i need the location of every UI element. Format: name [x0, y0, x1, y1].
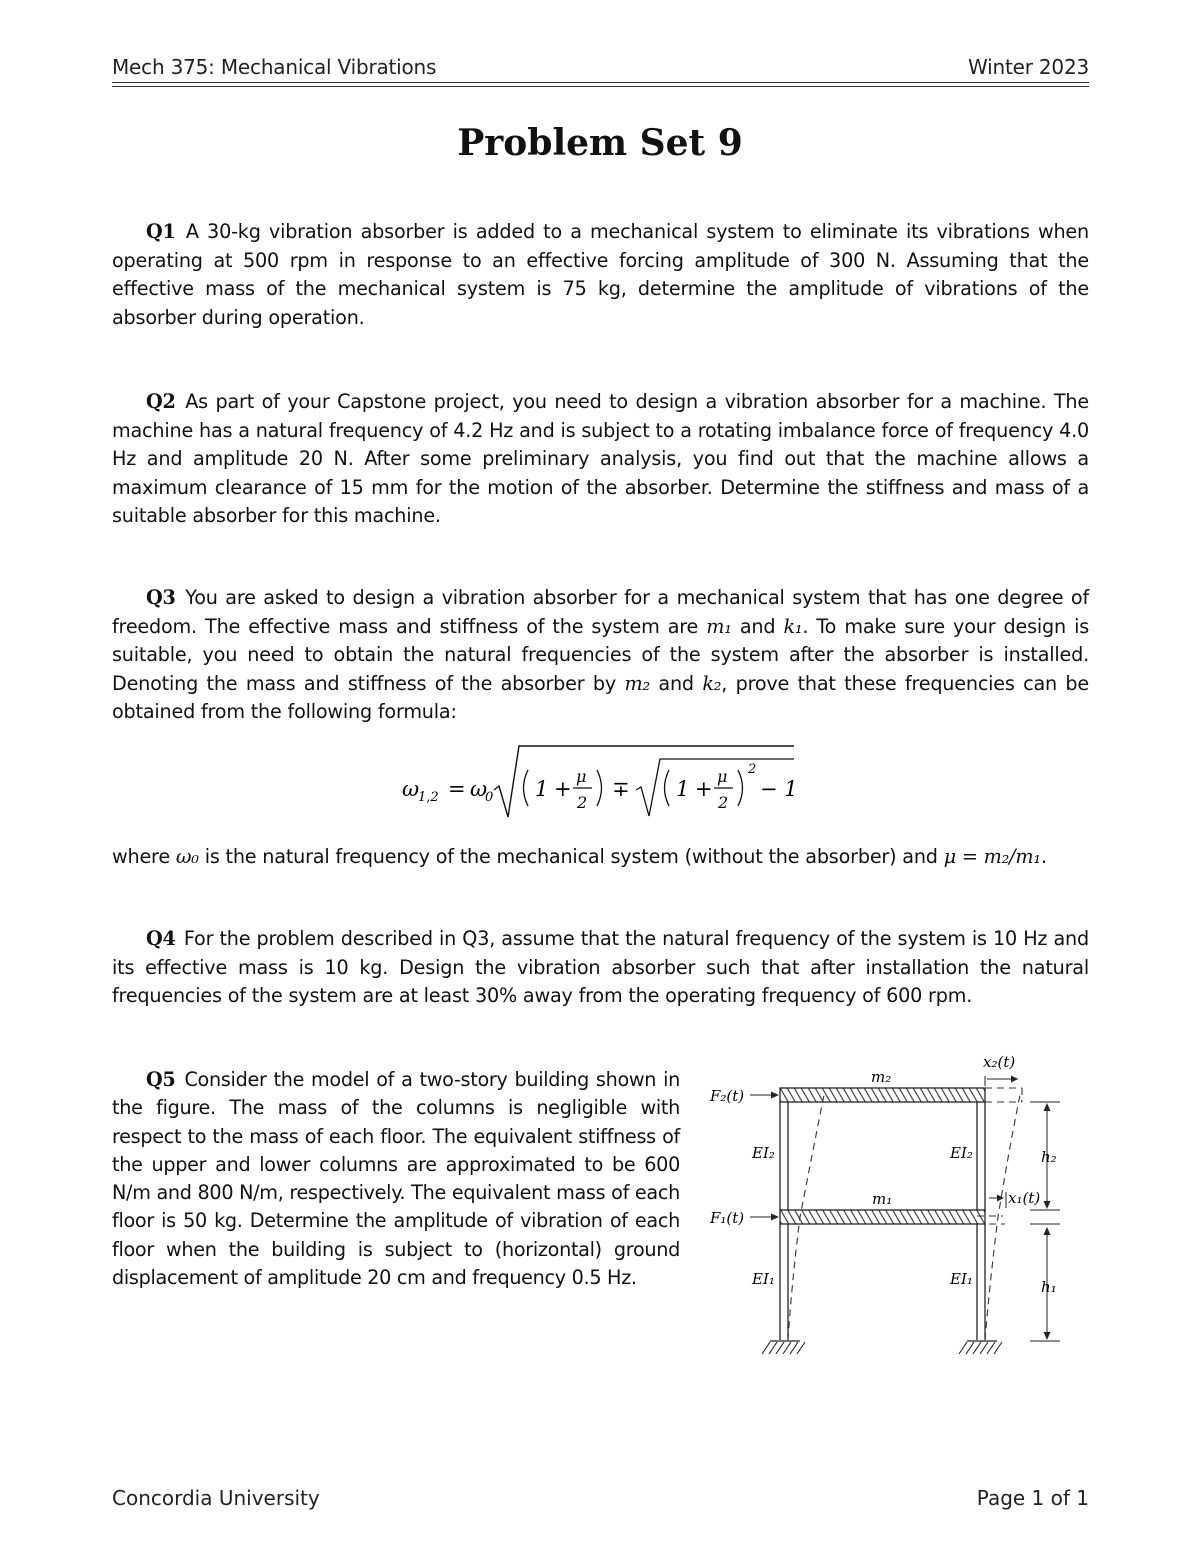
question-2-text: As part of your Capstone project, you need to design a vibration absorber for a machine. The machine has a natural frequency of 4.2 Hz and is subject to a rotating imbalance force of frequency 4.0 Hz and amplitude 20 N. After some preliminary analysis, you find out that the machine allows a maximum clearance of 15 mm for the motion of the absorber. Determine the stiffness and mass of a suitable absorber for this machine.: [112, 390, 1089, 528]
question-3-text-3: . To make sure your design is suitable, you need to obtain the natural frequencies of the system after the absorber is installed. Denoting the mass and stiffness of the absorber by: [112, 614, 1089, 695]
mu-definition: μ = m₂/m₁: [943, 845, 1041, 868]
m1-symbol: m₁: [706, 614, 732, 638]
left-ground-support: [762, 1341, 805, 1354]
m1-label: m₁: [872, 1190, 893, 1208]
EI1-right-label: EI₁: [950, 1270, 973, 1288]
EI2-right-label: EI₂: [950, 1144, 973, 1162]
footer-university: Concordia University: [112, 1486, 320, 1510]
course-name: Mech 375: Mechanical Vibrations: [112, 55, 437, 79]
upper-left-column: [780, 1102, 788, 1210]
lower-floor-slab: [780, 1210, 985, 1224]
x1-arrowhead: [997, 1195, 1004, 1202]
upper-right-column: [977, 1102, 985, 1210]
h2-label: h₂: [1041, 1148, 1057, 1166]
question-5-label: Q5: [146, 1068, 176, 1091]
left-paren-1: [524, 770, 529, 806]
question-1-text: A 30-kg vibration absorber is added to a mechanical system to eliminate its vibrations when operating at 500 rpm in response to an effective forcing amplitude of 300 N. Assuming that the effective mass of the mechanical system is 75 kg, determine the amplitude of vibrations of the absorber during operation.: [112, 220, 1089, 329]
lower-left-column: [780, 1224, 788, 1340]
formula-plus-1: +: [554, 777, 572, 801]
h1-arrowhead-top: [1044, 1227, 1051, 1235]
h1-label: h₁: [1041, 1278, 1057, 1296]
right-paren-2: [738, 770, 743, 806]
formula-minus-plus: ∓: [612, 777, 630, 801]
question-3-text-2: and: [731, 614, 784, 638]
question-3-text-5: , prove that these frequencies can be obtained from the following formula:: [112, 671, 1090, 724]
formula-equals: =: [448, 777, 466, 801]
header-rule-top: [112, 82, 1089, 83]
lower-right-column: [977, 1224, 985, 1340]
formula-lhs-sub: 1,2: [418, 790, 439, 805]
formula-lhs: ω: [402, 777, 420, 801]
k2-symbol: k₂: [702, 671, 722, 695]
question-3-where-clause: [112, 843, 1089, 872]
formula-two-2: 2: [718, 793, 729, 812]
question-3-text-1: You are asked to design a vibration absorber for a mechanical system that has one degree of freedom. The effective mass and stiffness of the system are: [112, 586, 1089, 638]
question-1-label: Q1: [146, 220, 176, 243]
EI1-left-label: EI₁: [752, 1270, 775, 1288]
formula-one-1: 1: [535, 777, 549, 801]
question-5-text: Consider the model of a two-story building shown in the figure. The mass of the columns is negligible with respect to the mass of each floor. The equivalent stiffness of the upper and lower columns are approximated to be 600 N/m and 800 N/m, respectively. The equivalent mass of each floor is 50 kg. Determine the amplitude of vibration of each floor when the building is subject to (horizontal) ground displacement of amplitude 20 cm and frequency 0.5 Hz.: [112, 1068, 680, 1290]
question-1: [112, 218, 1089, 332]
h1-arrowhead-bottom: [1044, 1332, 1051, 1340]
upper-floor-slab: [780, 1088, 985, 1102]
F2-label: F₂(t): [710, 1087, 745, 1105]
formula-two-1: 2: [577, 793, 588, 812]
question-5: [112, 1066, 680, 1292]
h2-arrowhead-bottom: [1044, 1201, 1051, 1209]
F1-arrowhead: [771, 1214, 779, 1221]
term-label: Winter 2023: [968, 55, 1089, 79]
formula-omega: ω: [470, 777, 488, 801]
footer-page-number: Page 1 of 1: [976, 1486, 1089, 1510]
right-ground-support: [959, 1341, 1002, 1354]
header-rule-bottom: [112, 86, 1089, 87]
x1-label: x₁(t): [1008, 1189, 1041, 1207]
where-text-3: .: [1040, 845, 1047, 868]
F2-arrowhead: [771, 1092, 779, 1099]
question-2: [112, 388, 1089, 531]
where-text-1: where: [112, 845, 176, 868]
natural-frequency-formula: [380, 740, 820, 820]
right-paren-1: [597, 770, 602, 806]
left-paren-2: [665, 770, 670, 806]
formula-omega-sub: 0: [485, 790, 494, 805]
m2-label: m₂: [871, 1068, 892, 1086]
m2-symbol: m₂: [624, 671, 650, 695]
formula-mu-1: μ: [576, 767, 587, 786]
question-3: [112, 584, 1089, 727]
page-title: Problem Set 9: [457, 122, 743, 164]
question-4-label: Q4: [146, 927, 176, 950]
question-4: [112, 925, 1089, 1011]
question-4-text: For the problem described in Q3, assume that the natural frequency of the system is 10 Hz and its effective mass is 10 kg. Design the vibration absorber such that after installation the natural frequencies of the system are at least 30% away from the operating frequency of 600 rpm.: [112, 927, 1089, 1008]
k1-symbol: k₁: [783, 614, 803, 638]
formula-square-exponent: 2: [748, 762, 757, 777]
EI2-left-label: EI₂: [752, 1144, 775, 1162]
question-2-label: Q2: [146, 390, 176, 413]
x2-label: x₂(t): [983, 1053, 1016, 1071]
question-3-label: Q3: [146, 586, 176, 609]
formula-mu-2: μ: [717, 767, 728, 786]
h2-arrowhead-top: [1044, 1103, 1051, 1111]
formula-plus-2: +: [695, 777, 713, 801]
formula-minus-one: − 1: [760, 777, 798, 801]
two-story-building-figure: [700, 1040, 1100, 1370]
question-3-text-4: and: [649, 671, 703, 695]
where-text-2: is the natural frequency of the mechanical system (without the absorber) and: [198, 845, 944, 868]
F1-label: F₁(t): [710, 1209, 745, 1227]
formula-one-2: 1: [676, 777, 690, 801]
omega0-symbol: ω₀: [175, 845, 199, 868]
x2-arrowhead: [1011, 1076, 1018, 1083]
